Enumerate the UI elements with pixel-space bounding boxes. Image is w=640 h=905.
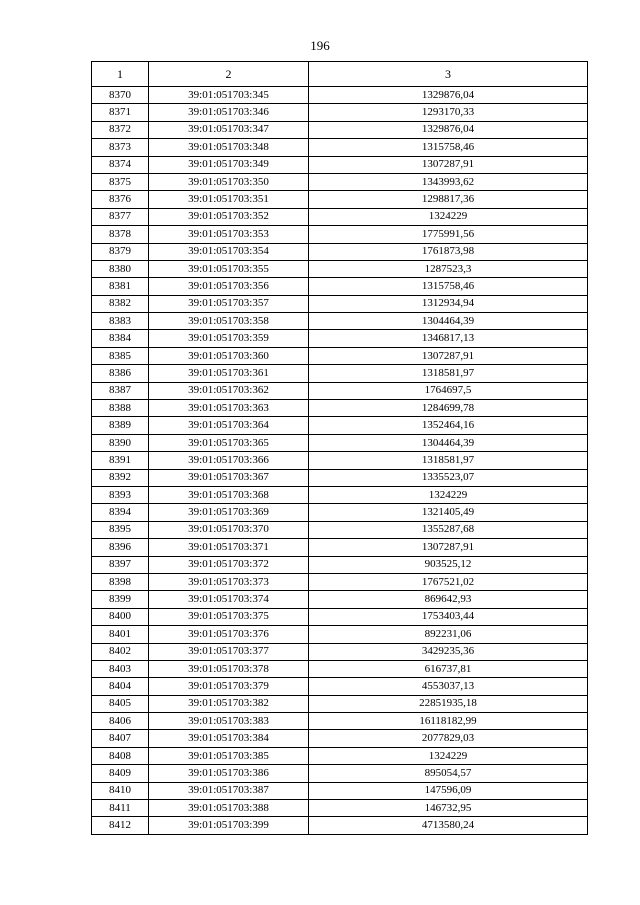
- row-number-cell: 8412: [92, 817, 149, 834]
- value-cell: 16118182,99: [309, 713, 588, 730]
- row-number-cell: 8401: [92, 626, 149, 643]
- value-cell: 147596,09: [309, 782, 588, 799]
- value-cell: 1321405,49: [309, 504, 588, 521]
- table-row: [92, 643, 588, 660]
- value-cell: 1324229: [309, 208, 588, 225]
- row-number-cell: 8395: [92, 521, 149, 538]
- row-number-cell: 8411: [92, 800, 149, 817]
- table-row: [92, 591, 588, 608]
- cadastral-id-cell: 39:01:051703:374: [149, 591, 309, 608]
- row-number-cell: 8375: [92, 173, 149, 190]
- row-number-cell: 8370: [92, 87, 149, 104]
- cadastral-id-cell: 39:01:051703:387: [149, 782, 309, 799]
- cadastral-id-cell: 39:01:051703:353: [149, 226, 309, 243]
- value-cell: 1335523,07: [309, 469, 588, 486]
- row-number-cell: 8378: [92, 226, 149, 243]
- table-row: [92, 817, 588, 834]
- cadastral-id-cell: 39:01:051703:384: [149, 730, 309, 747]
- table-row: [92, 573, 588, 590]
- table-body: [92, 87, 588, 835]
- value-cell: 3429235,36: [309, 643, 588, 660]
- row-number-cell: 8403: [92, 660, 149, 677]
- row-number-cell: 8390: [92, 434, 149, 451]
- row-number-cell: 8408: [92, 747, 149, 764]
- table-row: [92, 765, 588, 782]
- row-number-cell: 8387: [92, 382, 149, 399]
- value-cell: 1329876,04: [309, 87, 588, 104]
- row-number-cell: 8402: [92, 643, 149, 660]
- table-row: [92, 87, 588, 104]
- cadastral-id-cell: 39:01:051703:371: [149, 539, 309, 556]
- value-cell: 1318581,97: [309, 365, 588, 382]
- header-row: [92, 62, 588, 87]
- cadastral-id-cell: 39:01:051703:351: [149, 191, 309, 208]
- cadastral-id-cell: 39:01:051703:369: [149, 504, 309, 521]
- cadastral-id-cell: 39:01:051703:365: [149, 434, 309, 451]
- value-cell: 1304464,39: [309, 434, 588, 451]
- row-number-cell: 8406: [92, 713, 149, 730]
- cadastral-id-cell: 39:01:051703:362: [149, 382, 309, 399]
- cadastral-id-cell: 39:01:051703:358: [149, 313, 309, 330]
- row-number-cell: 8374: [92, 156, 149, 173]
- value-cell: 1284699,78: [309, 400, 588, 417]
- cadastral-id-cell: 39:01:051703:345: [149, 87, 309, 104]
- table-row: [92, 226, 588, 243]
- table-row: [92, 469, 588, 486]
- row-number-cell: 8388: [92, 400, 149, 417]
- table-row: [92, 139, 588, 156]
- cadastral-id-cell: 39:01:051703:379: [149, 678, 309, 695]
- cadastral-id-cell: 39:01:051703:355: [149, 260, 309, 277]
- row-number-cell: 8389: [92, 417, 149, 434]
- table-row: [92, 521, 588, 538]
- cadastral-id-cell: 39:01:051703:383: [149, 713, 309, 730]
- value-cell: 1298817,36: [309, 191, 588, 208]
- table-row: [92, 417, 588, 434]
- cadastral-id-cell: 39:01:051703:367: [149, 469, 309, 486]
- table-row: [92, 400, 588, 417]
- table-row: [92, 504, 588, 521]
- row-number-cell: 8385: [92, 347, 149, 364]
- value-cell: 895054,57: [309, 765, 588, 782]
- table-row: [92, 452, 588, 469]
- row-number-cell: 8396: [92, 539, 149, 556]
- row-number-cell: 8405: [92, 695, 149, 712]
- value-cell: 1304464,39: [309, 313, 588, 330]
- table-row: [92, 278, 588, 295]
- cadastral-id-cell: 39:01:051703:348: [149, 139, 309, 156]
- cadastral-id-cell: 39:01:051703:361: [149, 365, 309, 382]
- table-row: [92, 800, 588, 817]
- cadastral-id-cell: 39:01:051703:363: [149, 400, 309, 417]
- row-number-cell: 8380: [92, 260, 149, 277]
- cadastral-value-table: [91, 61, 588, 835]
- row-number-cell: 8377: [92, 208, 149, 225]
- value-cell: 1318581,97: [309, 452, 588, 469]
- cadastral-id-cell: 39:01:051703:376: [149, 626, 309, 643]
- row-number-cell: 8398: [92, 573, 149, 590]
- row-number-cell: 8410: [92, 782, 149, 799]
- cadastral-id-cell: 39:01:051703:370: [149, 521, 309, 538]
- cadastral-id-cell: 39:01:051703:378: [149, 660, 309, 677]
- cadastral-id-cell: 39:01:051703:354: [149, 243, 309, 260]
- cadastral-id-cell: 39:01:051703:346: [149, 104, 309, 121]
- row-number-cell: 8397: [92, 556, 149, 573]
- table-row: [92, 695, 588, 712]
- table-header: [92, 62, 588, 87]
- row-number-cell: 8393: [92, 486, 149, 503]
- table-row: [92, 191, 588, 208]
- row-number-cell: 8404: [92, 678, 149, 695]
- cadastral-id-cell: 39:01:051703:399: [149, 817, 309, 834]
- table-row: [92, 608, 588, 625]
- cadastral-id-cell: 39:01:051703:356: [149, 278, 309, 295]
- table-row: [92, 330, 588, 347]
- value-cell: 892231,06: [309, 626, 588, 643]
- table-row: [92, 660, 588, 677]
- page-number: 196: [310, 38, 330, 53]
- table-row: [92, 173, 588, 190]
- table-row: [92, 121, 588, 138]
- row-number-cell: 8400: [92, 608, 149, 625]
- value-cell: 1753403,44: [309, 608, 588, 625]
- value-cell: 22851935,18: [309, 695, 588, 712]
- row-number-cell: 8383: [92, 313, 149, 330]
- table-row: [92, 260, 588, 277]
- cadastral-id-cell: 39:01:051703:347: [149, 121, 309, 138]
- value-cell: 1315758,46: [309, 278, 588, 295]
- row-number-cell: 8372: [92, 121, 149, 138]
- value-cell: 1352464,16: [309, 417, 588, 434]
- column-header-number: 1: [92, 62, 149, 87]
- cadastral-id-cell: 39:01:051703:357: [149, 295, 309, 312]
- cadastral-id-cell: 39:01:051703:368: [149, 486, 309, 503]
- cadastral-id-cell: 39:01:051703:373: [149, 573, 309, 590]
- value-cell: 869642,93: [309, 591, 588, 608]
- cadastral-id-cell: 39:01:051703:366: [149, 452, 309, 469]
- cadastral-id-cell: 39:01:051703:359: [149, 330, 309, 347]
- value-cell: 4553037,13: [309, 678, 588, 695]
- table-row: [92, 713, 588, 730]
- cadastral-id-cell: 39:01:051703:375: [149, 608, 309, 625]
- cadastral-id-cell: 39:01:051703:388: [149, 800, 309, 817]
- table-row: [92, 678, 588, 695]
- value-cell: 1293170,33: [309, 104, 588, 121]
- cadastral-id-cell: 39:01:051703:377: [149, 643, 309, 660]
- cadastral-id-cell: 39:01:051703:382: [149, 695, 309, 712]
- row-number-cell: 8376: [92, 191, 149, 208]
- cadastral-id-cell: 39:01:051703:364: [149, 417, 309, 434]
- value-cell: 1307287,91: [309, 539, 588, 556]
- row-number-cell: 8382: [92, 295, 149, 312]
- value-cell: 1329876,04: [309, 121, 588, 138]
- value-cell: 1307287,91: [309, 347, 588, 364]
- row-number-cell: 8392: [92, 469, 149, 486]
- table-row: [92, 539, 588, 556]
- value-cell: 1343993,62: [309, 173, 588, 190]
- table-row: [92, 747, 588, 764]
- table-row: [92, 434, 588, 451]
- table-row: [92, 156, 588, 173]
- table-row: [92, 782, 588, 799]
- cadastral-id-cell: 39:01:051703:350: [149, 173, 309, 190]
- row-number-cell: 8373: [92, 139, 149, 156]
- table-row: [92, 243, 588, 260]
- cadastral-id-cell: 39:01:051703:360: [149, 347, 309, 364]
- value-cell: 616737,81: [309, 660, 588, 677]
- table-row: [92, 382, 588, 399]
- table-row: [92, 104, 588, 121]
- row-number-cell: 8394: [92, 504, 149, 521]
- row-number-cell: 8407: [92, 730, 149, 747]
- value-cell: 1764697,5: [309, 382, 588, 399]
- row-number-cell: 8391: [92, 452, 149, 469]
- row-number-cell: 8399: [92, 591, 149, 608]
- row-number-cell: 8381: [92, 278, 149, 295]
- value-cell: 1761873,98: [309, 243, 588, 260]
- value-cell: 4713580,24: [309, 817, 588, 834]
- value-cell: 1767521,02: [309, 573, 588, 590]
- table-row: [92, 556, 588, 573]
- table-row: [92, 295, 588, 312]
- column-header-value: 3: [309, 62, 588, 87]
- cadastral-id-cell: 39:01:051703:352: [149, 208, 309, 225]
- table-row: [92, 626, 588, 643]
- value-cell: 1324229: [309, 486, 588, 503]
- value-cell: 2077829,03: [309, 730, 588, 747]
- value-cell: 903525,12: [309, 556, 588, 573]
- value-cell: 1307287,91: [309, 156, 588, 173]
- table-row: [92, 730, 588, 747]
- row-number-cell: 8371: [92, 104, 149, 121]
- value-cell: 1324229: [309, 747, 588, 764]
- value-cell: 1315758,46: [309, 139, 588, 156]
- cadastral-id-cell: 39:01:051703:386: [149, 765, 309, 782]
- cadastral-id-cell: 39:01:051703:385: [149, 747, 309, 764]
- row-number-cell: 8379: [92, 243, 149, 260]
- table-row: [92, 208, 588, 225]
- table-row: [92, 347, 588, 364]
- row-number-cell: 8409: [92, 765, 149, 782]
- row-number-cell: 8384: [92, 330, 149, 347]
- table-row: [92, 486, 588, 503]
- value-cell: 1355287,68: [309, 521, 588, 538]
- value-cell: 1775991,56: [309, 226, 588, 243]
- row-number-cell: 8386: [92, 365, 149, 382]
- cadastral-id-cell: 39:01:051703:372: [149, 556, 309, 573]
- value-cell: 1312934,94: [309, 295, 588, 312]
- column-header-cadastral-id: 2: [149, 62, 309, 87]
- table-row: [92, 365, 588, 382]
- table-row: [92, 313, 588, 330]
- value-cell: 146732,95: [309, 800, 588, 817]
- value-cell: 1287523,3: [309, 260, 588, 277]
- cadastral-id-cell: 39:01:051703:349: [149, 156, 309, 173]
- value-cell: 1346817,13: [309, 330, 588, 347]
